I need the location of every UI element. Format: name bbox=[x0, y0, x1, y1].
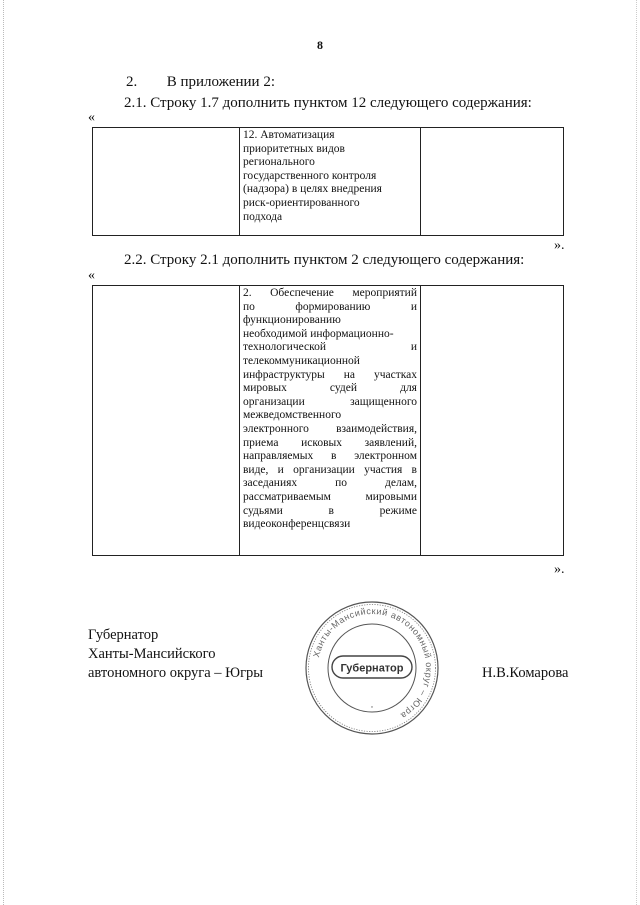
signature-position bbox=[88, 626, 263, 683]
cell-2-2-word: участия bbox=[364, 463, 403, 476]
table-cell-empty-left bbox=[93, 286, 240, 556]
cell-2-2-word: в bbox=[331, 450, 337, 463]
cell-2-2-line bbox=[243, 328, 417, 342]
cell-2-2-word: делам, bbox=[385, 477, 417, 490]
cell-2-2-line bbox=[243, 505, 417, 519]
page-number: 8 bbox=[317, 38, 323, 52]
cell-2-2-word: для bbox=[400, 382, 417, 395]
cell-2-1-line: риск-ориентированного bbox=[243, 196, 360, 209]
cell-2-2-word: по bbox=[335, 477, 348, 490]
cell-2-2-word: формированию bbox=[295, 300, 371, 313]
cell-2-2-word: судей bbox=[329, 382, 358, 395]
item-2-2-open-quote: « bbox=[88, 268, 95, 283]
cell-2-2-word: заседаниях bbox=[243, 477, 298, 490]
cell-2-2-word: участках bbox=[373, 368, 417, 381]
cell-2-2-line bbox=[243, 491, 417, 505]
seal-graphic bbox=[302, 598, 442, 738]
cell-2-1-line: 12. Автоматизация bbox=[243, 129, 335, 141]
signature-position-line: Губернатор bbox=[88, 627, 159, 643]
cell-2-2-line bbox=[243, 341, 417, 355]
cell-2-2-word: на bbox=[343, 368, 355, 381]
table-cell-empty-left bbox=[93, 128, 240, 236]
cell-2-2-word: защищенного bbox=[350, 395, 417, 408]
cell-2-2-word: Обеспечение bbox=[270, 287, 334, 299]
cell-2-2-line bbox=[243, 314, 417, 328]
cell-2-2-line bbox=[243, 464, 417, 478]
cell-2-2-word: видеоконференцсвязи bbox=[243, 518, 351, 531]
cell-2-2-word: режиме bbox=[379, 504, 417, 517]
cell-2-2-word: телекоммуникационной bbox=[243, 354, 360, 367]
cell-2-2-word: функционированию bbox=[243, 314, 341, 327]
section-heading bbox=[126, 74, 275, 91]
cell-2-2-word: направляемых bbox=[243, 450, 314, 463]
cell-2-2-line bbox=[243, 382, 417, 396]
table-row bbox=[93, 128, 564, 236]
signer-name: Н.В.Комарова bbox=[482, 665, 569, 681]
item-2-2-text: 2.2. Строку 2.1 дополнить пунктом 2 следующего содержания: bbox=[124, 252, 525, 268]
cell-2-2-word: 2. bbox=[243, 287, 252, 299]
item-2-1-close-quote: ». bbox=[554, 238, 565, 253]
cell-2-2-line bbox=[243, 437, 417, 451]
cell-2-2-word: межведомственного bbox=[243, 409, 342, 422]
item-2-1-open-quote: « bbox=[88, 110, 95, 125]
cell-2-2-word: технологической bbox=[243, 341, 327, 354]
cell-2-1-line: приоритетных видов bbox=[243, 142, 345, 155]
cell-2-2-line bbox=[243, 409, 417, 423]
cell-2-2-word: исковых bbox=[301, 436, 342, 449]
seal-ring-text: Ханты-Мансийский автономный округ – Югра bbox=[311, 605, 435, 722]
cell-2-2-word: и bbox=[277, 463, 284, 476]
item-2-1-text: 2.1. Строку 1.7 дополнить пунктом 12 следующего содержания: bbox=[124, 95, 532, 111]
signature-position-line: Ханты-Мансийского bbox=[88, 646, 216, 662]
table-cell-empty-right bbox=[421, 286, 564, 556]
cell-2-2-line bbox=[243, 369, 417, 383]
cell-2-2-word: рассматриваемым bbox=[243, 490, 331, 503]
cell-2-2-line bbox=[243, 301, 417, 315]
cell-2-2-line bbox=[243, 355, 417, 369]
cell-2-2-line bbox=[243, 287, 417, 301]
cell-2-2-word: в bbox=[328, 504, 334, 517]
cell-2-2-line bbox=[243, 396, 417, 410]
table-cell-content bbox=[240, 128, 421, 236]
cell-2-2-word: судьями bbox=[243, 504, 283, 517]
cell-2-2-text bbox=[240, 286, 420, 532]
cell-2-2-word: взаимодействия, bbox=[336, 422, 417, 435]
scan-edge-left bbox=[3, 0, 5, 905]
cell-2-2-word: мероприятий bbox=[352, 287, 417, 299]
cell-2-2-word: электронном bbox=[354, 450, 417, 463]
official-seal bbox=[302, 598, 442, 738]
section-title: В приложении 2: bbox=[166, 74, 275, 90]
cell-2-2-line bbox=[243, 450, 417, 464]
cell-2-2-word: виде, bbox=[243, 463, 269, 476]
cell-2-1-line: (надзора) в целях внедрения bbox=[243, 183, 382, 196]
cell-2-2-word: необходимой информационно- bbox=[243, 327, 394, 340]
cell-2-1-line: регионального bbox=[243, 156, 315, 169]
item-2-1-table bbox=[92, 127, 564, 236]
cell-2-2-word: по bbox=[243, 300, 255, 313]
cell-2-1-line: государственного контроля bbox=[243, 169, 377, 182]
scan-edge-right bbox=[636, 0, 638, 905]
table-cell-content bbox=[240, 286, 421, 556]
svg-text:*: * bbox=[371, 706, 373, 712]
table-row bbox=[93, 286, 564, 556]
cell-2-2-word: приема bbox=[243, 436, 279, 449]
table-cell-empty-right bbox=[421, 128, 564, 236]
cell-2-2-word: мировыми bbox=[365, 490, 417, 503]
cell-2-2-word: организации bbox=[243, 395, 305, 408]
cell-2-2-line bbox=[243, 423, 417, 437]
section-number: 2. bbox=[126, 74, 138, 90]
cell-2-2-word: заявлений, bbox=[364, 436, 417, 449]
cell-2-2-word: и bbox=[410, 341, 417, 354]
cell-2-1-line: подхода bbox=[243, 210, 283, 223]
item-2-2-close-quote: ». bbox=[554, 562, 565, 577]
signature-position-line: автономного округа – Югры bbox=[88, 665, 264, 681]
cell-2-2-word: мировых bbox=[243, 382, 287, 395]
cell-2-2-word: инфраструктуры bbox=[243, 368, 325, 381]
cell-2-1-text bbox=[240, 128, 420, 224]
cell-2-2-word: электронного bbox=[243, 422, 309, 435]
cell-2-2-word: и bbox=[410, 300, 417, 313]
item-2-2-table bbox=[92, 285, 564, 556]
cell-2-2-word: организации bbox=[293, 463, 355, 476]
cell-2-2-line bbox=[243, 477, 417, 491]
cell-2-2-word: в bbox=[411, 463, 417, 476]
seal-center-text: Губернатор bbox=[340, 662, 404, 675]
cell-2-2-line bbox=[243, 518, 417, 532]
